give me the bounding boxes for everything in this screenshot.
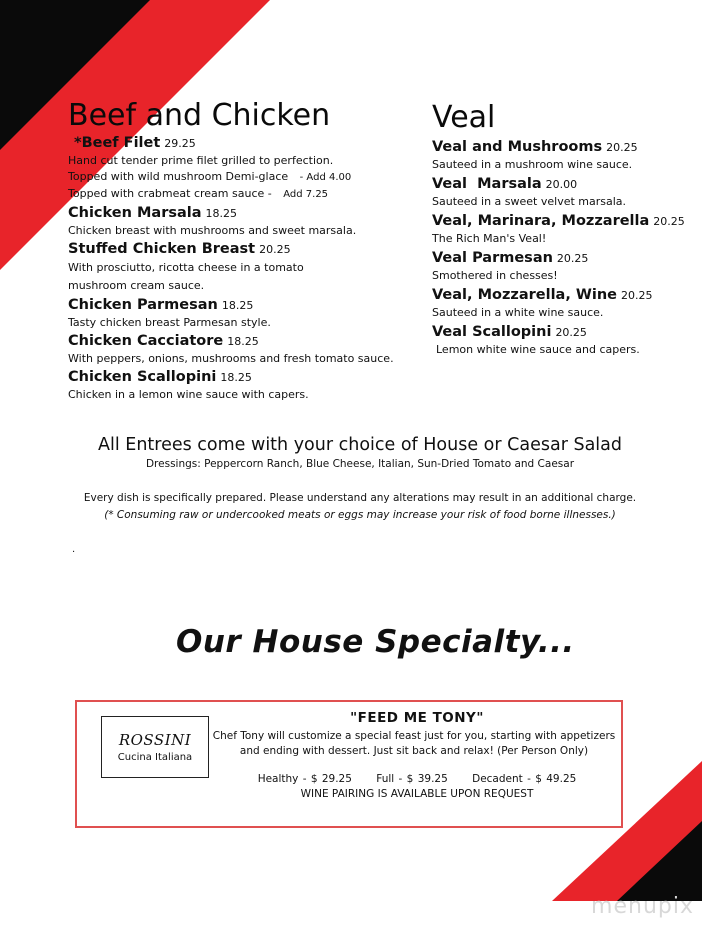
- disclaimer-notes: [0, 490, 720, 524]
- addon-price: - Add 4.00: [299, 172, 352, 183]
- item-desc-continued: mushroom cream sauce.: [68, 279, 205, 292]
- menu-item-veal-marsala: [432, 175, 702, 210]
- stray-dot: .: [72, 544, 76, 555]
- rossini-logo: [101, 716, 209, 778]
- alterations-note: Every dish is specifically prepared. Please understand any alterations may result in an additional charge.: [83, 492, 637, 504]
- addon-price: Add 7.25: [283, 189, 329, 200]
- item-name: *Beef Filet: [74, 135, 161, 151]
- addon-text: Topped with crabmeat cream sauce -: [68, 187, 272, 200]
- menu-item-beef-filet: [68, 134, 408, 203]
- menu-item-veal-mushrooms: [432, 138, 702, 173]
- item-name: Veal and Mushrooms: [432, 139, 603, 155]
- feed-desc-line2: and ending with dessert. Just sit back and relax! (Per Person Only): [239, 745, 589, 757]
- item-price: 18.25: [205, 207, 238, 220]
- item-desc: Sauteed in a white wine sauce.: [432, 306, 604, 319]
- price-full: Full - $ 39.25: [376, 773, 448, 785]
- menu-item-veal-parmesan: [432, 249, 702, 284]
- dressings-list: Dressings: Peppercorn Ranch, Blue Cheese, Italian, Sun-Dried Tomato and Caesar: [145, 458, 575, 470]
- item-name: Veal Parmesan: [432, 250, 553, 266]
- veal-title: Veal: [432, 100, 496, 135]
- menupix-watermark: menupix: [591, 894, 694, 919]
- item-name: Veal, Mozzarella, Wine: [432, 287, 618, 303]
- logo-subtitle: Cucina Italiana: [117, 752, 193, 763]
- item-name: Chicken Cacciatore: [68, 333, 224, 349]
- menu-item-chicken-parmesan: [68, 296, 408, 331]
- wine-pairing-note: WINE PAIRING IS AVAILABLE UPON REQUEST: [300, 788, 534, 800]
- menu-item-chicken-scallopini: [68, 368, 408, 403]
- item-desc: Chicken breast with mushrooms and sweet marsala.: [68, 224, 357, 237]
- menu-item-veal-scallopini: [432, 323, 702, 358]
- item-price: 18.25: [227, 335, 259, 348]
- item-name: Veal, Marinara, Mozzarella: [432, 213, 650, 229]
- item-price: 20.25: [653, 215, 685, 228]
- item-price: 18.25: [221, 299, 254, 312]
- item-name: Chicken Marsala: [68, 205, 202, 221]
- feed-me-tony-description: [209, 729, 619, 759]
- item-name: Veal Scallopini: [432, 324, 552, 340]
- item-price: 20.25: [621, 289, 653, 302]
- beef-chicken-section: [68, 98, 408, 403]
- item-price: 20.25: [555, 326, 587, 339]
- item-price: 29.25: [164, 137, 196, 150]
- logo-name: ROSSINI: [118, 731, 192, 749]
- feed-desc-line1: Chef Tony will customize a special feast just for you, starting with appetizers: [212, 730, 616, 742]
- price-healthy: Healthy - $ 29.25: [257, 773, 352, 785]
- feed-me-tony-prices: [217, 772, 617, 787]
- price-decadent: Decadent - $ 49.25: [472, 773, 577, 785]
- item-desc: With prosciutto, ricotta cheese in a tomato: [68, 261, 304, 274]
- item-desc: With peppers, onions, mushrooms and fresh tomato sauce.: [68, 352, 394, 365]
- house-specialty-title: Our House Specialty...: [176, 624, 575, 660]
- veal-section: [432, 98, 702, 358]
- menu-item-stuffed-chicken-breast: [68, 240, 408, 295]
- item-desc: The Rich Man's Veal!: [432, 232, 547, 245]
- item-desc: Sauteed in a mushroom wine sauce.: [432, 158, 633, 171]
- menu-item-veal-mozzarella-wine: [432, 286, 702, 321]
- item-desc: Lemon white wine sauce and capers.: [436, 343, 640, 356]
- item-desc: Sauteed in a sweet velvet marsala.: [432, 195, 627, 208]
- item-name: Stuffed Chicken Breast: [68, 241, 256, 257]
- menu-item-veal-marinara-mozzarella: [432, 212, 702, 247]
- item-name: Chicken Scallopini: [68, 369, 217, 385]
- feed-me-tony-box: [75, 700, 623, 828]
- item-desc: Hand cut tender prime filet grilled to perfection.: [68, 154, 334, 167]
- item-price: 20.25: [606, 141, 638, 154]
- feed-me-tony-title: "FEED ME TONY": [350, 710, 484, 726]
- entrees-salad-note: All Entrees come with your choice of House or Caesar Salad: [98, 435, 622, 455]
- addon-text: Topped with wild mushroom Demi-glace: [68, 170, 289, 183]
- entrees-info: [0, 434, 720, 472]
- item-name: Chicken Parmesan: [68, 297, 218, 313]
- item-name: Veal Marsala: [432, 176, 542, 192]
- item-price: 20.25: [259, 243, 291, 256]
- menu-item-chicken-marsala: [68, 204, 408, 239]
- item-desc: Chicken in a lemon wine sauce with capers.: [68, 388, 309, 401]
- item-desc: Smothered in chesses!: [432, 269, 558, 282]
- item-price: 20.00: [545, 178, 578, 191]
- item-price: 20.25: [556, 252, 589, 265]
- item-price: 18.25: [220, 371, 252, 384]
- item-desc: Tasty chicken breast Parmesan style.: [68, 316, 271, 329]
- beef-chicken-title: Beef and Chicken: [68, 98, 331, 133]
- raw-food-warning: (* Consuming raw or undercooked meats or eggs may increase your risk of food borne illnesses.): [104, 509, 616, 521]
- menu-item-chicken-cacciatore: [68, 332, 408, 367]
